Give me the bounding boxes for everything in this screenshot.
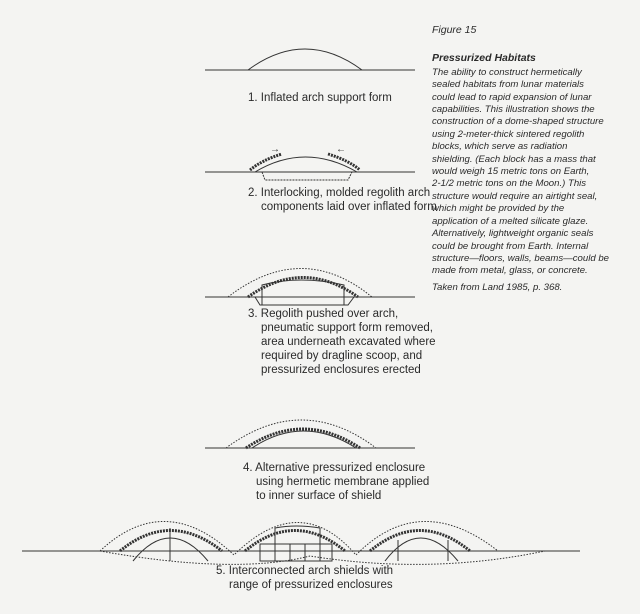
- caption-step-2: [248, 186, 437, 214]
- svg-text:→: →: [270, 144, 280, 155]
- caption-line: 4. Alternative pressurized enclosure: [243, 462, 426, 474]
- body-line: construction of a dome-shaped structure: [432, 116, 604, 128]
- figure-body-text: [432, 67, 640, 278]
- step4-diagram: [205, 420, 415, 448]
- figure-description: [432, 24, 640, 294]
- body-line: made from metal, glass, or concrete.: [432, 265, 588, 277]
- body-line: could be brought from Earth. Internal: [432, 240, 589, 252]
- body-line: blocks, which serve as radiation: [432, 141, 568, 153]
- caption-line: range of pressurized enclosures: [229, 579, 393, 591]
- body-line: would weigh 15 metric tons on Earth,: [432, 166, 590, 178]
- step3-diagram: [205, 269, 415, 306]
- caption-line: using hermetic membrane applied: [256, 476, 430, 488]
- step5-diagram: [22, 521, 580, 564]
- step2-diagram: [205, 144, 415, 180]
- body-line: could lead to rapid expansion of lunar: [432, 91, 592, 103]
- caption-line: required by dragline scoop, and: [261, 350, 423, 362]
- caption-step-5: [216, 564, 393, 592]
- svg-text:←: ←: [336, 144, 346, 155]
- body-line: capabilities. This illustration shows the: [432, 104, 595, 116]
- body-line: which might be provided by the: [432, 203, 565, 215]
- body-line: using 2-meter-thick sintered regolith: [432, 128, 585, 140]
- figure-label: Figure 15: [432, 24, 477, 36]
- caption-step-1: [248, 91, 392, 105]
- figure-title: Pressurized Habitats: [432, 52, 536, 65]
- step1-diagram: [205, 49, 415, 70]
- caption-line: to inner surface of shield: [256, 490, 382, 502]
- body-line: shielding. (Each block has a mass that: [432, 153, 596, 165]
- body-line: structure—floors, walls, beams—could be: [432, 252, 610, 264]
- caption-line: pneumatic support form removed,: [261, 322, 433, 334]
- caption-line: components laid over inflated form: [261, 201, 437, 213]
- caption-line: pressurized enclosures erected: [261, 364, 421, 376]
- caption-step-4: [243, 461, 429, 503]
- caption-line: 1. Inflated arch support form: [248, 92, 392, 104]
- body-line: 2-1/2 metric tons on the Moon.) This: [432, 178, 587, 190]
- body-line: structure would require an airtight seal,: [432, 190, 598, 202]
- caption-line: 2. Interlocking, molded regolith arch: [248, 187, 431, 199]
- caption-step-3: [248, 307, 436, 377]
- caption-line: 3. Regolith pushed over arch,: [248, 308, 399, 320]
- body-line: application of a melted silicate glaze.: [432, 215, 589, 227]
- source-citation: Taken from Land 1985, p. 368.: [432, 281, 563, 293]
- body-line: The ability to construct hermetically: [432, 66, 582, 78]
- caption-line: area underneath excavated where: [261, 336, 436, 348]
- body-line: Alternatively, lightweight organic seals: [432, 228, 594, 240]
- caption-line: 5. Interconnected arch shields with: [216, 565, 394, 577]
- body-line: sealed habitats from lunar materials: [432, 79, 584, 91]
